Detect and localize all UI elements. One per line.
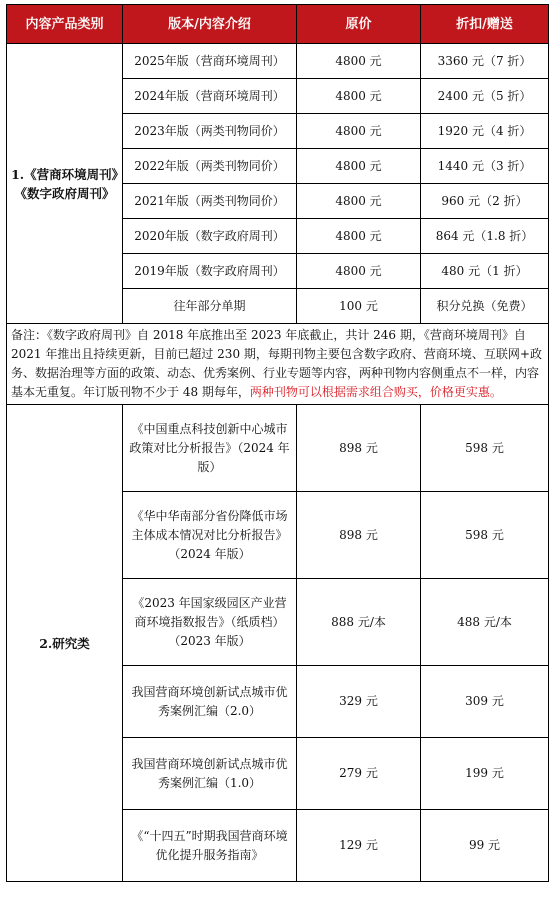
table-row — [7, 44, 549, 79]
price-cell: 279 元 — [297, 738, 421, 810]
version-cell: 2021年版（两类刊物同价） — [123, 184, 297, 219]
note-row — [7, 324, 549, 405]
version-cell: 《2023 年国家级园区产业营商环境指数报告》（纸质档）（2023 年版） — [123, 579, 297, 666]
discount-cell: 598 元 — [421, 492, 549, 579]
price-cell: 100 元 — [297, 289, 421, 324]
version-cell: 2024年版（营商环境周刊） — [123, 79, 297, 114]
price-cell: 4800 元 — [297, 184, 421, 219]
note-highlight: 两种刊物可以根据需求组合购买，价格更实惠。 — [249, 385, 502, 399]
note-text: 备注：《数字政府周刊》自 2018 年底推出至 2023 年底截止，共计 246 期，《营商环境周刊》自 2021 年推出且持续更新，目前已超过 230 期，每期刊物主要包含数字政府、营商环境、互联网+政务、数据治理等方面的政策、动态、优秀案例、行业专题等内容，两种刊物内容侧重点不一样，内容基本无重复。年订版刊物不少于 48 期每年， — [11, 328, 542, 399]
version-cell: 2019年版（数字政府周刊） — [123, 254, 297, 289]
discount-cell: 积分兑换（免费） — [421, 289, 549, 324]
discount-cell: 3360 元（7 折） — [421, 44, 549, 79]
discount-cell: 598 元 — [421, 405, 549, 492]
discount-cell: 309 元 — [421, 666, 549, 738]
note-cell — [7, 324, 549, 405]
price-cell: 4800 元 — [297, 219, 421, 254]
price-cell: 4800 元 — [297, 79, 421, 114]
table-row — [7, 405, 549, 492]
category-cell-periodicals: 1.《营商环境周刊》《数字政府周刊》 — [7, 44, 123, 324]
version-cell: 2022年版（两类刊物同价） — [123, 149, 297, 184]
price-cell: 898 元 — [297, 492, 421, 579]
discount-cell: 1920 元（4 折） — [421, 114, 549, 149]
discount-cell: 480 元（1 折） — [421, 254, 549, 289]
category-cell-research: 2.研究类 — [7, 405, 123, 882]
header-category: 内容产品类别 — [7, 5, 123, 44]
price-cell: 4800 元 — [297, 114, 421, 149]
version-cell: 我国营商环境创新试点城市优秀案例汇编（2.0） — [123, 666, 297, 738]
discount-cell: 199 元 — [421, 738, 549, 810]
discount-cell: 99 元 — [421, 810, 549, 882]
version-cell: 《华中华南部分省份降低市场主体成本情况对比分析报告》（2024 年版） — [123, 492, 297, 579]
price-table-container — [6, 4, 549, 882]
header-discount: 折扣/赠送 — [421, 5, 549, 44]
discount-cell: 960 元（2 折） — [421, 184, 549, 219]
discount-cell: 864 元（1.8 折） — [421, 219, 549, 254]
version-cell: 《“十四五”时期我国营商环境优化提升服务指南》 — [123, 810, 297, 882]
price-table — [6, 4, 549, 882]
header-price: 原价 — [297, 5, 421, 44]
version-cell: 2025年版（营商环境周刊） — [123, 44, 297, 79]
version-cell: 2023年版（两类刊物同价） — [123, 114, 297, 149]
price-cell: 888 元/本 — [297, 579, 421, 666]
price-cell: 329 元 — [297, 666, 421, 738]
version-cell: 《中国重点科技创新中心城市政策对比分析报告》（2024 年版） — [123, 405, 297, 492]
version-cell: 我国营商环境创新试点城市优秀案例汇编（1.0） — [123, 738, 297, 810]
price-cell: 898 元 — [297, 405, 421, 492]
discount-cell: 1440 元（3 折） — [421, 149, 549, 184]
price-cell: 4800 元 — [297, 254, 421, 289]
price-cell: 129 元 — [297, 810, 421, 882]
header-version: 版本/内容介绍 — [123, 5, 297, 44]
version-cell: 往年部分单期 — [123, 289, 297, 324]
discount-cell: 488 元/本 — [421, 579, 549, 666]
version-cell: 2020年版（数字政府周刊） — [123, 219, 297, 254]
header-row — [7, 5, 549, 44]
price-cell: 4800 元 — [297, 44, 421, 79]
discount-cell: 2400 元（5 折） — [421, 79, 549, 114]
price-cell: 4800 元 — [297, 149, 421, 184]
